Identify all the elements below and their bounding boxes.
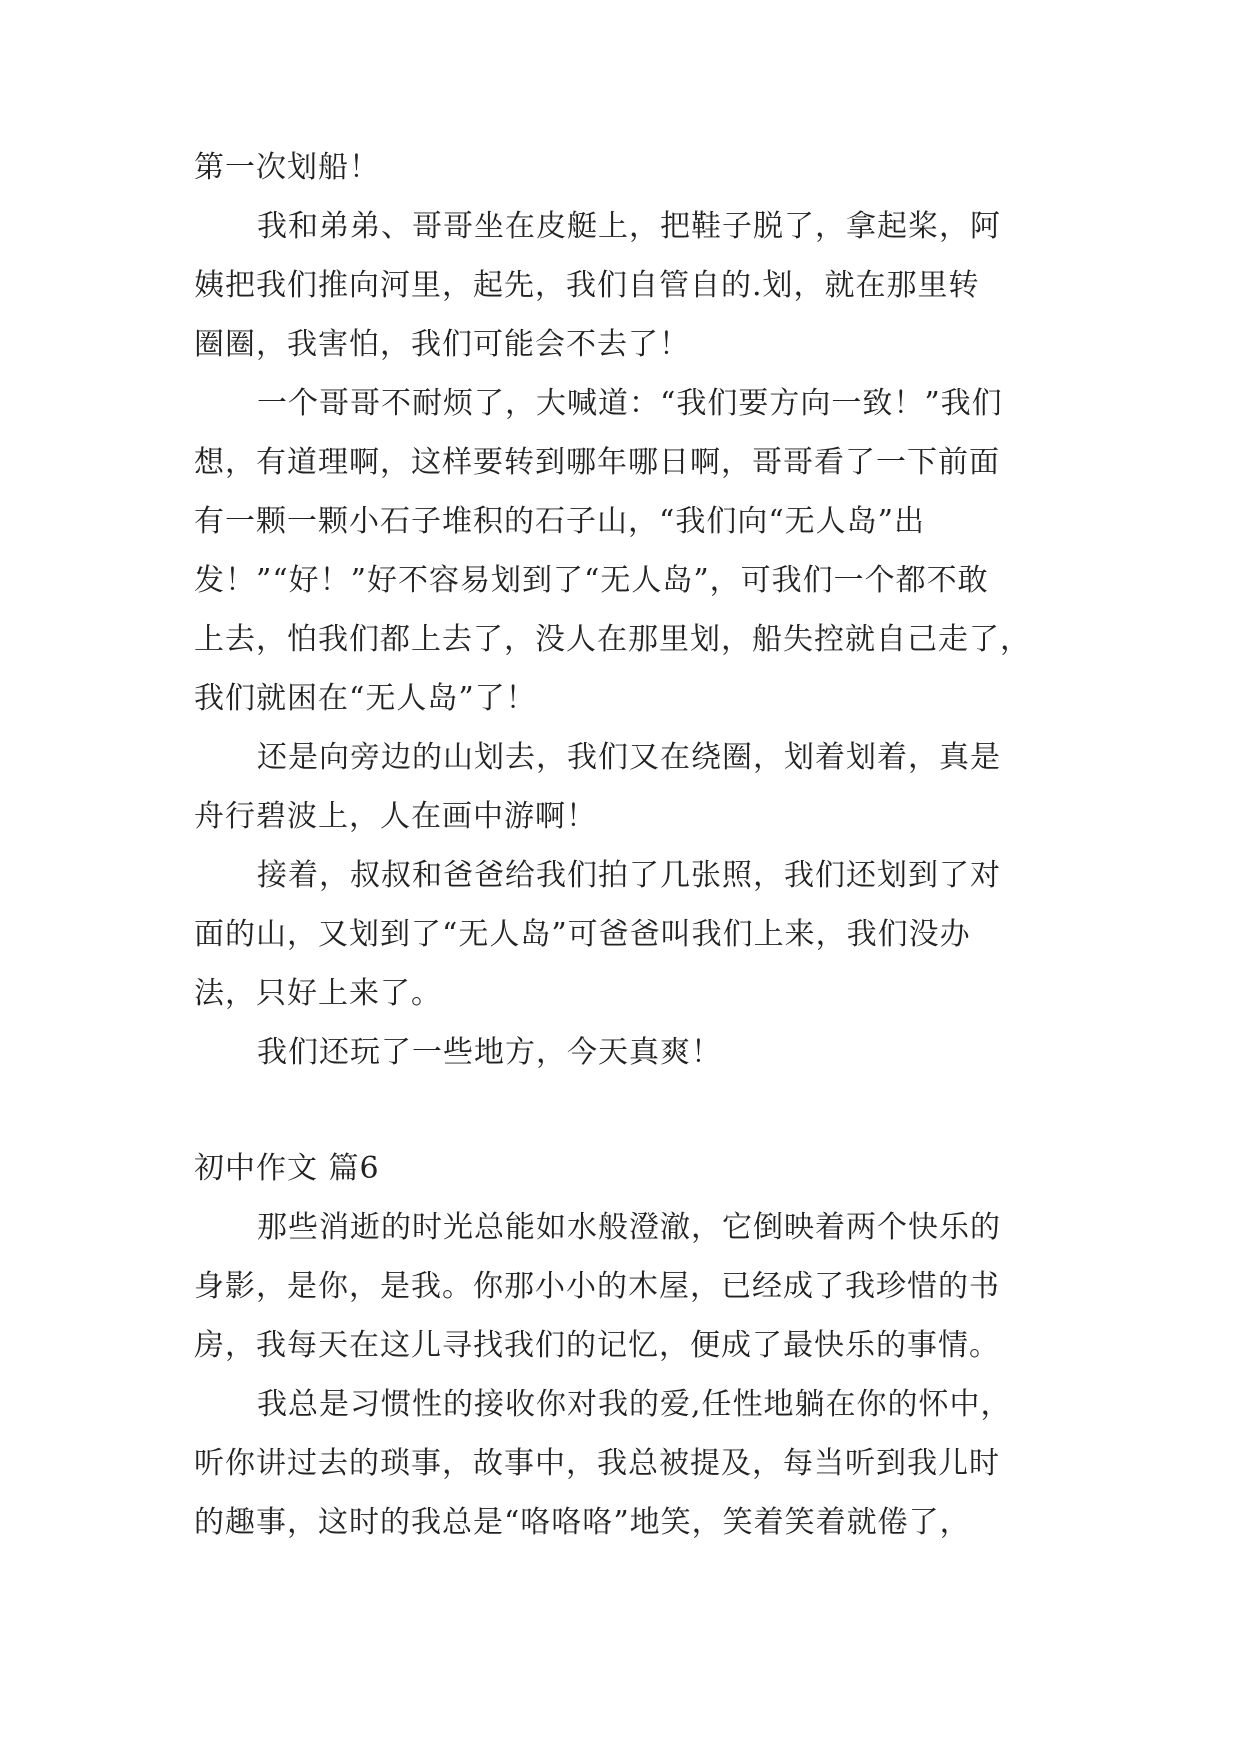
paragraph-line: 一个哥哥不耐烦了，大喊道：“我们要方向一致！”我们	[257, 386, 1003, 421]
paragraph-line: 听你讲过去的琐事，故事中，我总被提及，每当听到我儿时	[194, 1446, 1000, 1481]
paragraph-line: 接着，叔叔和爸爸给我们拍了几张照，我们还划到了对	[257, 858, 1001, 893]
paragraph-line: 舟行碧波上，人在画中游啊！	[194, 799, 597, 834]
paragraph-line: 还是向旁边的山划去，我们又在绕圈，划着划着，真是	[257, 740, 1001, 775]
paragraph-line: 面的山，又划到了“无人岛”可爸爸叫我们上来，我们没办	[194, 917, 971, 952]
paragraph-line: 我们就困在“无人岛”了！	[194, 681, 537, 716]
paragraph-line: 我总是习惯性的接收你对我的爱,任性地躺在你的怀中，	[257, 1387, 1012, 1422]
paragraph-line: 发！”“好！”好不容易划到了“无人岛”，可我们一个都不敢	[194, 563, 989, 598]
paragraph-line: 法，只好上来了。	[194, 976, 442, 1011]
paragraph-line: 有一颗一颗小石子堆积的石子山，“我们向“无人岛”出	[194, 504, 926, 539]
section-heading-boat: 第一次划船！	[194, 150, 380, 185]
paragraph-line: 想，有道理啊，这样要转到哪年哪日啊，哥哥看了一下前面	[194, 445, 1000, 480]
paragraph-line: 姨把我们推向河里，起先，我们自管自的.划，就在那里转	[194, 268, 980, 303]
paragraph-line: 我们还玩了一些地方，今天真爽！	[257, 1035, 722, 1070]
paragraph-line: 圈圈，我害怕，我们可能会不去了！	[194, 327, 690, 362]
section-heading-essay: 初中作文 篇6	[194, 1151, 380, 1186]
paragraph-line: 房，我每天在这儿寻找我们的记忆，便成了最快乐的事情。	[194, 1328, 1000, 1363]
paragraph-line: 的趣事，这时的我总是“咯咯咯”地笑，笑着笑着就倦了，	[194, 1505, 971, 1540]
paragraph-line: 那些消逝的时光总能如水般澄澈，它倒映着两个快乐的	[257, 1210, 1001, 1245]
paragraph-line: 我和弟弟、哥哥坐在皮艇上，把鞋子脱了，拿起桨，阿	[257, 209, 1001, 244]
paragraph-line: 身影，是你，是我。你那小小的木屋，已经成了我珍惜的书	[194, 1269, 1000, 1304]
paragraph-line: 上去，怕我们都上去了，没人在那里划，船失控就自己走了，	[194, 622, 1031, 657]
